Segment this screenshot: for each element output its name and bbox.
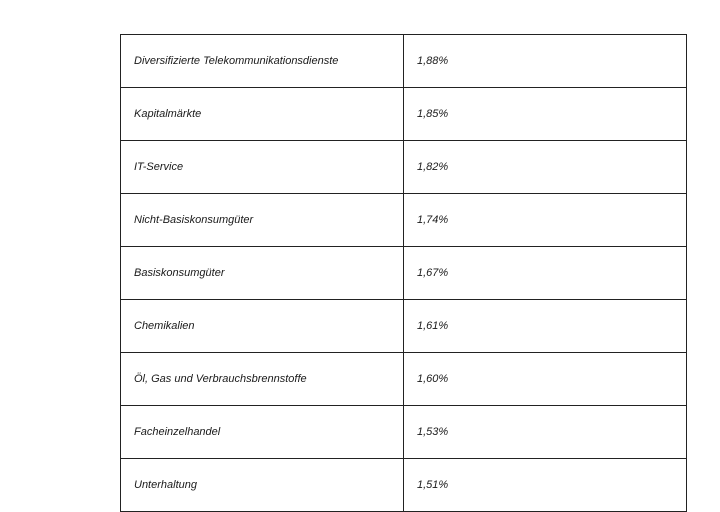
sector-name-cell: Chemikalien [121,300,404,353]
sector-weight-cell: 1,53% [404,406,687,459]
sector-weight-table-container [120,34,686,512]
sector-name-cell: Öl, Gas und Verbrauchsbrennstoffe [121,353,404,406]
sector-weight-table [120,34,687,512]
sector-name-cell: Diversifizierte Telekommunikationsdienste [121,35,404,88]
sector-name-cell: Nicht-Basiskonsumgüter [121,194,404,247]
table-row [121,300,687,353]
sector-name-cell: Unterhaltung [121,459,404,512]
sector-weight-cell: 1,51% [404,459,687,512]
sector-weight-cell: 1,74% [404,194,687,247]
sector-weight-cell: 1,82% [404,141,687,194]
table-row [121,247,687,300]
sector-weight-cell: 1,60% [404,353,687,406]
table-row [121,406,687,459]
sector-name-cell: IT-Service [121,141,404,194]
table-row [121,35,687,88]
sector-weight-cell: 1,61% [404,300,687,353]
sector-weight-cell: 1,88% [404,35,687,88]
table-row [121,353,687,406]
sector-weight-cell: 1,67% [404,247,687,300]
table-row [121,459,687,512]
table-row [121,194,687,247]
sector-name-cell: Facheinzelhandel [121,406,404,459]
sector-weight-cell: 1,85% [404,88,687,141]
sector-name-cell: Basiskonsumgüter [121,247,404,300]
table-row [121,141,687,194]
sector-name-cell: Kapitalmärkte [121,88,404,141]
table-row [121,88,687,141]
